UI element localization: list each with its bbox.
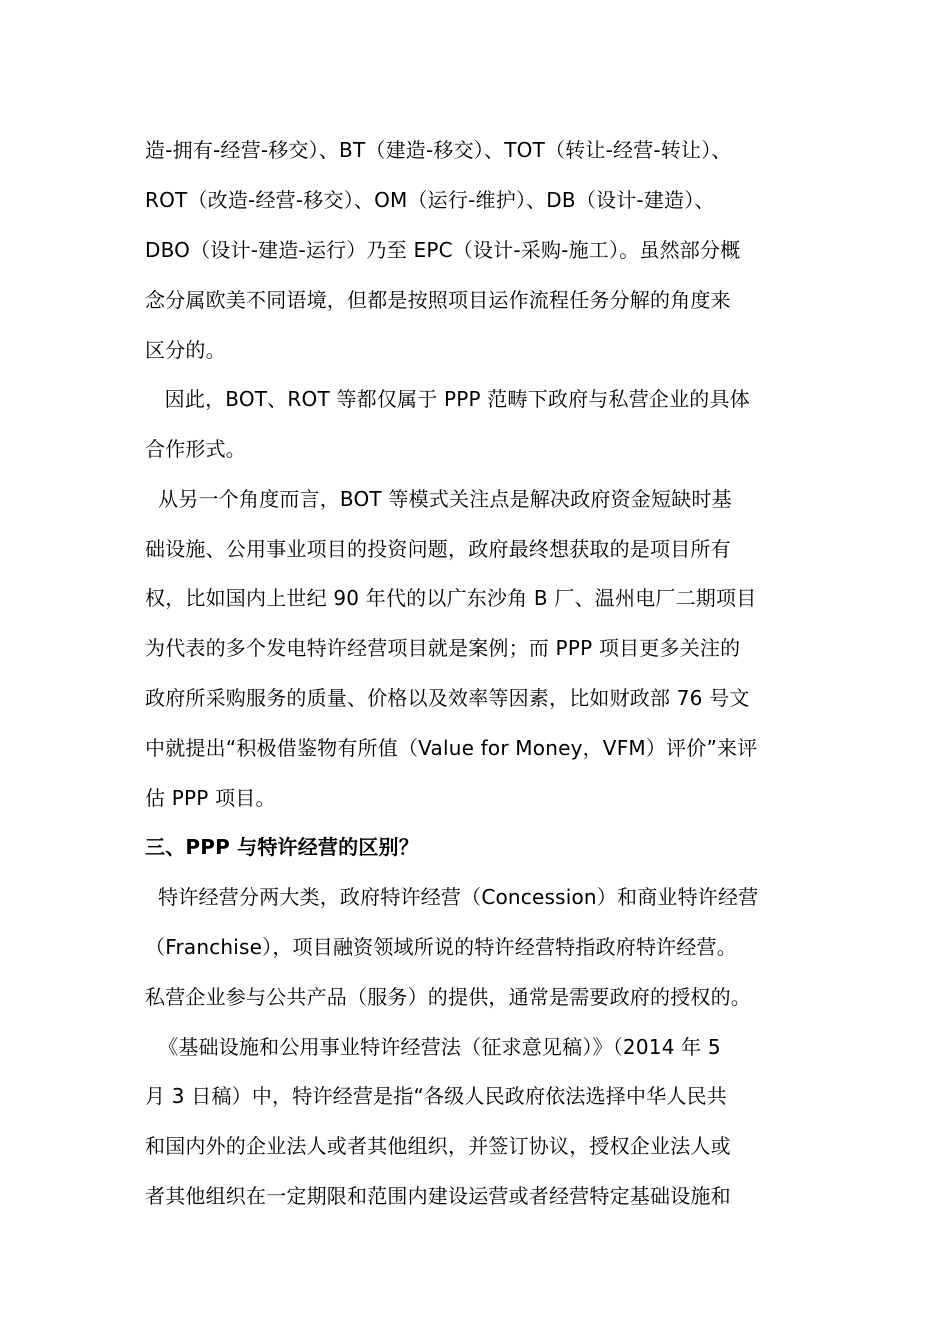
- text-line: ROT（改造-经营-移交）、OM（运行-维护）、DB（设计-建造）、: [145, 188, 715, 212]
- text-line: 和国内外的企业法人或者其他组织，并签订协议，授权企业法人或: [145, 1134, 731, 1158]
- text-line: （Franchise），项目融资领域所说的特许经营特指政府特许经营。: [145, 935, 737, 959]
- text-line: 因此，BOT、ROT 等都仅属于 PPP 范畴下政府与私营企业的具体: [145, 387, 750, 411]
- text-line: 合作形式。: [145, 437, 246, 461]
- text-line: 权，比如国内上世纪 90 年代的以广东沙角 B 厂、温州电厂二期项目: [145, 586, 757, 610]
- text-line: 从另一个角度而言，BOT 等模式关注点是解决政府资金短缺时基: [145, 487, 732, 511]
- text-line: 区分的。: [145, 338, 226, 362]
- text-line: DBO（设计-建造-运行）乃至 EPC（设计-采购-施工）。虽然部分概: [145, 238, 741, 262]
- text-line: 私营企业参与公共产品（服务）的提供，通常是需要政府的授权的。: [145, 985, 751, 1009]
- text-line: 念分属欧美不同语境，但都是按照项目运作流程任务分解的角度来: [145, 288, 731, 312]
- text-line: 中就提出“积极借鉴物有所值（Value for Money，VFM）评价”来评: [145, 736, 758, 760]
- text-line: 特许经营分两大类，政府特许经营（Concession）和商业特许经营: [145, 885, 759, 909]
- section-heading: 三、PPP 与特许经营的区别？: [145, 835, 419, 859]
- text-line: 造-拥有-经营-移交）、BT（建造-移交）、TOT（转让-经营-转让）、: [145, 138, 732, 162]
- text-line: 为代表的多个发电特许经营项目就是案例；而 PPP 项目更多关注的: [145, 636, 741, 660]
- text-line: 础设施、公用事业项目的投资问题，政府最终想获取的是项目所有: [145, 537, 731, 561]
- text-line: 月 3 日稿）中，特许经营是指“各级人民政府依法选择中华人民共: [145, 1084, 728, 1108]
- text-line: 估 PPP 项目。: [145, 786, 276, 810]
- text-line: 者其他组织在一定期限和范围内建设运营或者经营特定基础设施和: [145, 1184, 731, 1208]
- text-line: 政府所采购服务的质量、价格以及效率等因素，比如财政部 76 号文: [145, 686, 750, 710]
- text-line: 《基础设施和公用事业特许经营法（征求意见稿）》（2014 年 5: [145, 1035, 721, 1059]
